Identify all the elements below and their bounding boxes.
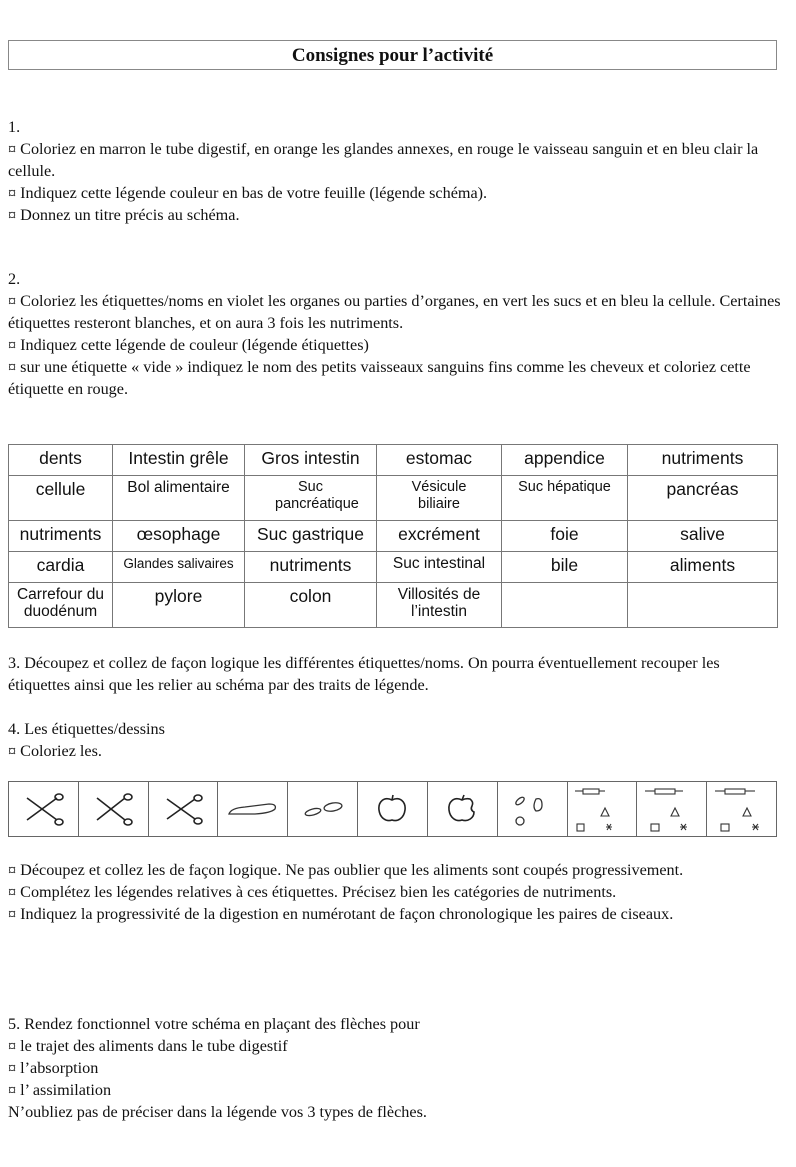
section-5 bbox=[8, 1013, 783, 1123]
label-cell: Gros intestin bbox=[245, 445, 377, 476]
apple-icon bbox=[374, 792, 410, 826]
label-cell-empty bbox=[628, 583, 778, 628]
scissors-icon bbox=[161, 792, 205, 826]
label-cell: dents bbox=[9, 445, 113, 476]
section-4-header bbox=[8, 718, 783, 762]
section-5-line: ¤ l’ assimilation bbox=[8, 1081, 112, 1099]
label-cell: Carrefour du duodénum bbox=[9, 583, 113, 628]
page-title: Consignes pour l’activité bbox=[8, 40, 777, 70]
molecules-icon bbox=[571, 784, 633, 834]
label-cell: œsophage bbox=[113, 521, 245, 552]
drawing-cell bbox=[78, 782, 148, 837]
label-cell: Vésicule biliaire bbox=[377, 476, 502, 521]
drawing-cell bbox=[218, 782, 288, 837]
table-row bbox=[9, 782, 777, 837]
label-cell: nutriments bbox=[245, 552, 377, 583]
drawing-cell bbox=[358, 782, 428, 837]
label-cell-empty bbox=[502, 583, 628, 628]
section-2-line: ¤ Indiquez cette légende de couleur (légende étiquettes) bbox=[8, 336, 369, 354]
drawing-cell bbox=[707, 782, 777, 837]
section-4-intro: ¤ Coloriez les. bbox=[8, 742, 102, 760]
section-4-line: ¤ Découpez et collez les de façon logique. Ne pas oublier que les aliments sont coupés progressivement. bbox=[8, 861, 684, 879]
label-cell: colon bbox=[245, 583, 377, 628]
drawing-cell bbox=[497, 782, 567, 837]
table-row bbox=[9, 521, 778, 552]
label-cell: estomac bbox=[377, 445, 502, 476]
section-4-line: ¤ Complétez les légendes relatives à ces étiquettes. Précisez bien les catégories de nutriments. bbox=[8, 883, 617, 901]
section-1-number: 1. bbox=[8, 118, 21, 136]
label-cell: pancréas bbox=[628, 476, 778, 521]
label-table bbox=[8, 444, 778, 628]
section-1-line: ¤ Indiquez cette légende couleur en bas de votre feuille (légende schéma). bbox=[8, 184, 488, 202]
drawing-cell bbox=[427, 782, 497, 837]
label-cell: aliments bbox=[628, 552, 778, 583]
label-cell: Villosités de l’intestin bbox=[377, 583, 502, 628]
label-cell: foie bbox=[502, 521, 628, 552]
section-5-line: ¤ l’absorption bbox=[8, 1059, 99, 1077]
section-2-number: 2. bbox=[8, 270, 21, 288]
table-row bbox=[9, 476, 778, 521]
section-3-line: 3. Découpez et collez de façon logique les différentes étiquettes/noms. On pourra éventuellement recouper les étiquettes ainsi que les relier au schéma par des traits de légende. bbox=[8, 654, 720, 694]
section-2 bbox=[8, 268, 783, 400]
food-pieces-icon bbox=[510, 787, 554, 831]
section-4-heading: 4. Les étiquettes/dessins bbox=[8, 720, 165, 738]
label-cell: Suc hépatique bbox=[502, 476, 628, 521]
molecules-icon bbox=[711, 784, 773, 834]
label-cell: cellule bbox=[9, 476, 113, 521]
label-cell: Glandes salivaires bbox=[113, 552, 245, 583]
label-cell: bile bbox=[502, 552, 628, 583]
label-cell: cardia bbox=[9, 552, 113, 583]
label-cell: nutriments bbox=[9, 521, 113, 552]
label-cell: Intestin grêle bbox=[113, 445, 245, 476]
drawing-strip bbox=[8, 781, 777, 837]
scissors-icon bbox=[21, 792, 65, 826]
scissors-icon bbox=[91, 792, 135, 826]
section-5-line: 5. Rendez fonctionnel votre schéma en plaçant des flèches pour bbox=[8, 1015, 420, 1033]
bean-icon bbox=[295, 794, 351, 824]
label-cell: Suc gastrique bbox=[245, 521, 377, 552]
label-cell: Suc intestinal bbox=[377, 552, 502, 583]
label-cell: excrément bbox=[377, 521, 502, 552]
label-cell: Bol alimentaire bbox=[113, 476, 245, 521]
drawing-cell bbox=[9, 782, 79, 837]
label-cell: nutriments bbox=[628, 445, 778, 476]
label-cell: Suc pancréatique bbox=[245, 476, 377, 521]
carrot-icon bbox=[225, 794, 281, 824]
drawing-cell bbox=[148, 782, 218, 837]
drawing-cell bbox=[567, 782, 637, 837]
table-row bbox=[9, 583, 778, 628]
table-row bbox=[9, 445, 778, 476]
label-cell: pylore bbox=[113, 583, 245, 628]
table-row bbox=[9, 552, 778, 583]
molecules-icon bbox=[641, 784, 703, 834]
apple-bitten-icon bbox=[444, 792, 480, 826]
section-2-line: ¤ Coloriez les étiquettes/noms en violet les organes ou parties d’organes, en vert les sucs et en bleu la cellule. Certaines étiquettes resteront blanches, et on aura 3 fois les nutriments. bbox=[8, 292, 781, 332]
section-5-line: ¤ le trajet des aliments dans le tube digestif bbox=[8, 1037, 288, 1055]
section-4-line: ¤ Indiquez la progressivité de la digestion en numérotant de façon chronologique les paires de ciseaux. bbox=[8, 905, 674, 923]
drawing-cell bbox=[637, 782, 707, 837]
label-cell: salive bbox=[628, 521, 778, 552]
section-2-line: ¤ sur une étiquette « vide » indiquez le nom des petits vaisseaux sanguins fins comme les cheveux et coloriez cette étiquette en rouge. bbox=[8, 358, 751, 398]
section-1-line: ¤ Coloriez en marron le tube digestif, en orange les glandes annexes, en rouge le vaisseau sanguin et en bleu clair la cellule. bbox=[8, 140, 759, 180]
section-1 bbox=[8, 116, 783, 226]
label-cell: appendice bbox=[502, 445, 628, 476]
drawing-cell bbox=[288, 782, 358, 837]
section-3 bbox=[8, 652, 783, 696]
section-4-body bbox=[8, 859, 783, 925]
section-1-line: ¤ Donnez un titre précis au schéma. bbox=[8, 206, 240, 224]
section-5-line: N’oubliez pas de préciser dans la légende vos 3 types de flèches. bbox=[8, 1103, 427, 1121]
